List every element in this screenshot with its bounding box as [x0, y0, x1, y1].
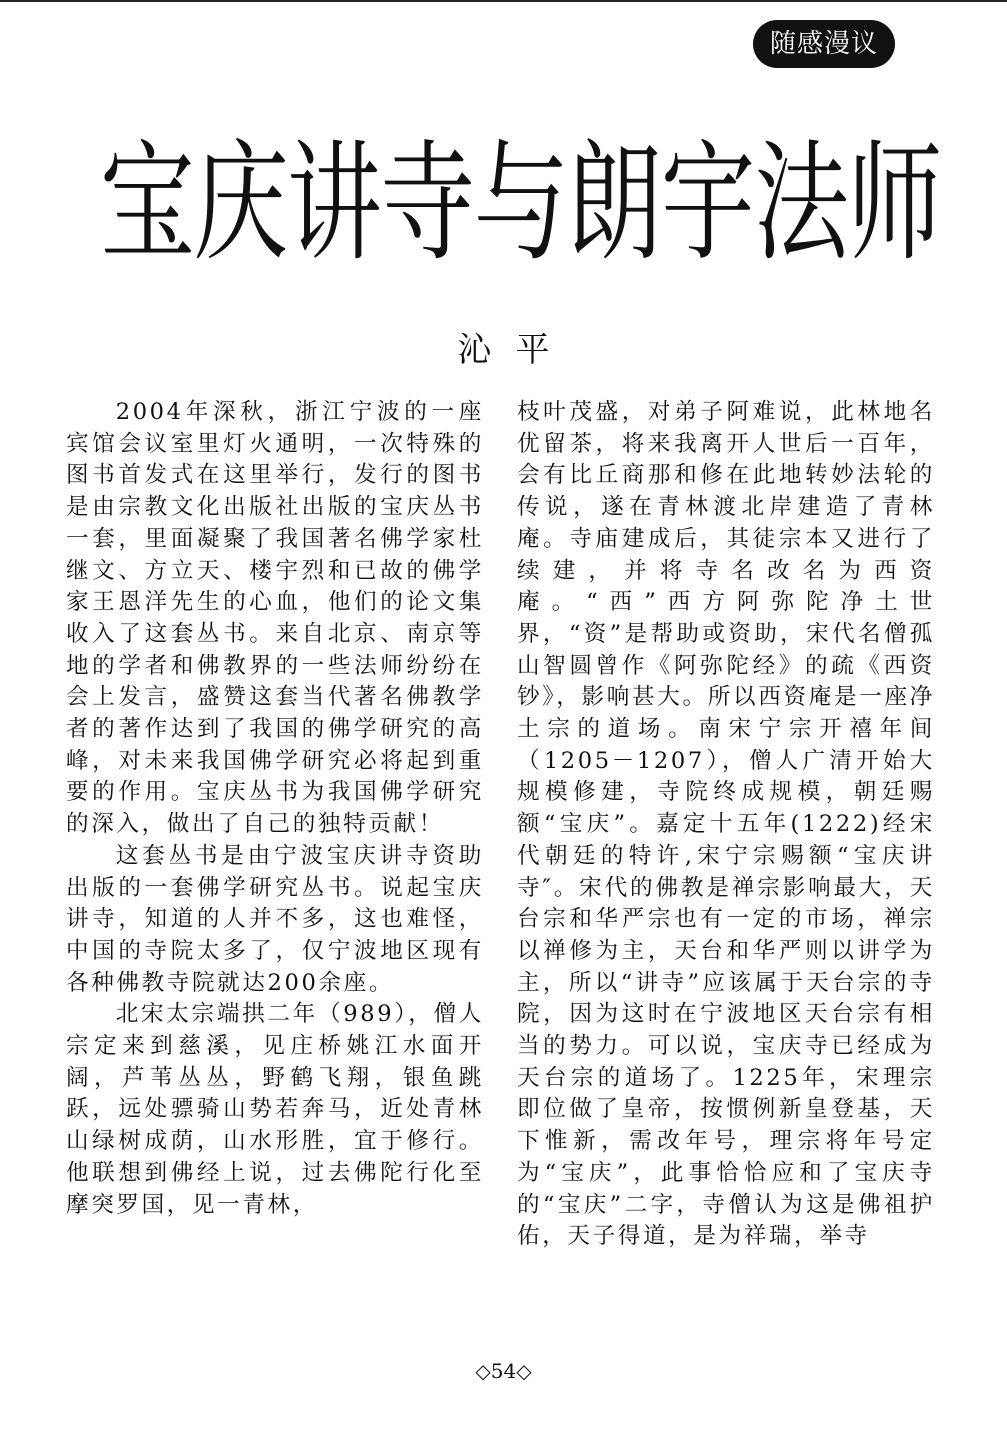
left-column	[66, 397, 484, 1221]
author-name: 沁平	[457, 330, 574, 370]
article-title: 宝庆讲寺与朗宇法师	[100, 127, 941, 279]
page-number: ◇54◇	[475, 1359, 532, 1383]
paragraph: 北宋太宗端拱二年（989），僧人宗定来到慈溪，见庄桥姚江水面开阔，芦苇丛丛，野鹤飞翔，银鱼跳跃，远处骠骑山势若奔马，近处青林山绿树成荫，山水形胜，宜于修行。他联想到佛经上说，过去佛陀行化至摩突罗国，见一青林，	[66, 1001, 484, 1218]
paragraph: 这套丛书是由宁波宝庆讲寺资助出版的一套佛学研究丛书。说起宝庆讲寺，知道的人并不多，这也难怪，中国的寺院太多了，仅宁波地区现有各种佛教寺院就达200余座。	[66, 842, 484, 996]
column-tag: 随感漫议	[753, 20, 895, 68]
top-rule	[0, 0, 1007, 2]
right-column	[517, 397, 935, 1253]
paragraph: 2004年深秋，浙江宁波的一座宾馆会议室里灯火通明，一次特殊的图书首发式在这里举行，发行的图书是由宗教文化出版社出版的宝庆丛书一套，里面凝聚了我国著名佛学家杜继文、方立天、楼宇烈和已故的佛学家王恩洋先生的心血，他们的论文集收入了这套丛书。来自北京、南京等地的学者和佛教界的一些法师纷纷在会上发言，盛赞这套当代著名佛教学者的著作达到了我国的佛学研究的高峰，对未来我国佛学研究必将起到重要的作用。宝庆丛书为我国佛学研究的深入，做出了自己的独特贡献！	[66, 399, 484, 838]
paragraph: 枝叶茂盛，对弟子阿难说，此林地名优留茶，将来我离开人世后一百年，会有比丘商那和修在此地转妙法轮的传说，遂在青林渡北岸建造了青林庵。寺庙建成后，其徒宗本又进行了续建，并将寺名改名为西资庵。“西”西方阿弥陀净土世界，“资”是帮助或资助，宋代名僧孤山智圆曾作《阿弥陀经》的疏《西资钞》，影响甚大。所以西资庵是一座净土宗的道场。南宋宁宗开禧年间（1205－1207），僧人广清开始大规模修建，寺院终成规模，朝廷赐额“宝庆”。嘉定十五年(1222)经宋代朝廷的特许,宋宁宗赐额“宝庆讲寺″。宋代的佛教是禅宗影响最大，天台宗和华严宗也有一定的市场，禅宗以禅修为主，天台和华严则以讲学为主，所以“讲寺”应该属于天台宗的寺院，因为这时在宁波地区天台宗有相当的势力。可以说，宝庆寺已经成为天台宗的道场了。1225年，宋理宗即位做了皇帝，按惯例新皇登基，天下惟新，需改年号，理宗将年号定为“宝庆”，此事恰恰应和了宝庆寺的“宝庆”二字，寺僧认为这是佛祖护佑，天子得道，是为祥瑞，举寺	[517, 399, 935, 1250]
